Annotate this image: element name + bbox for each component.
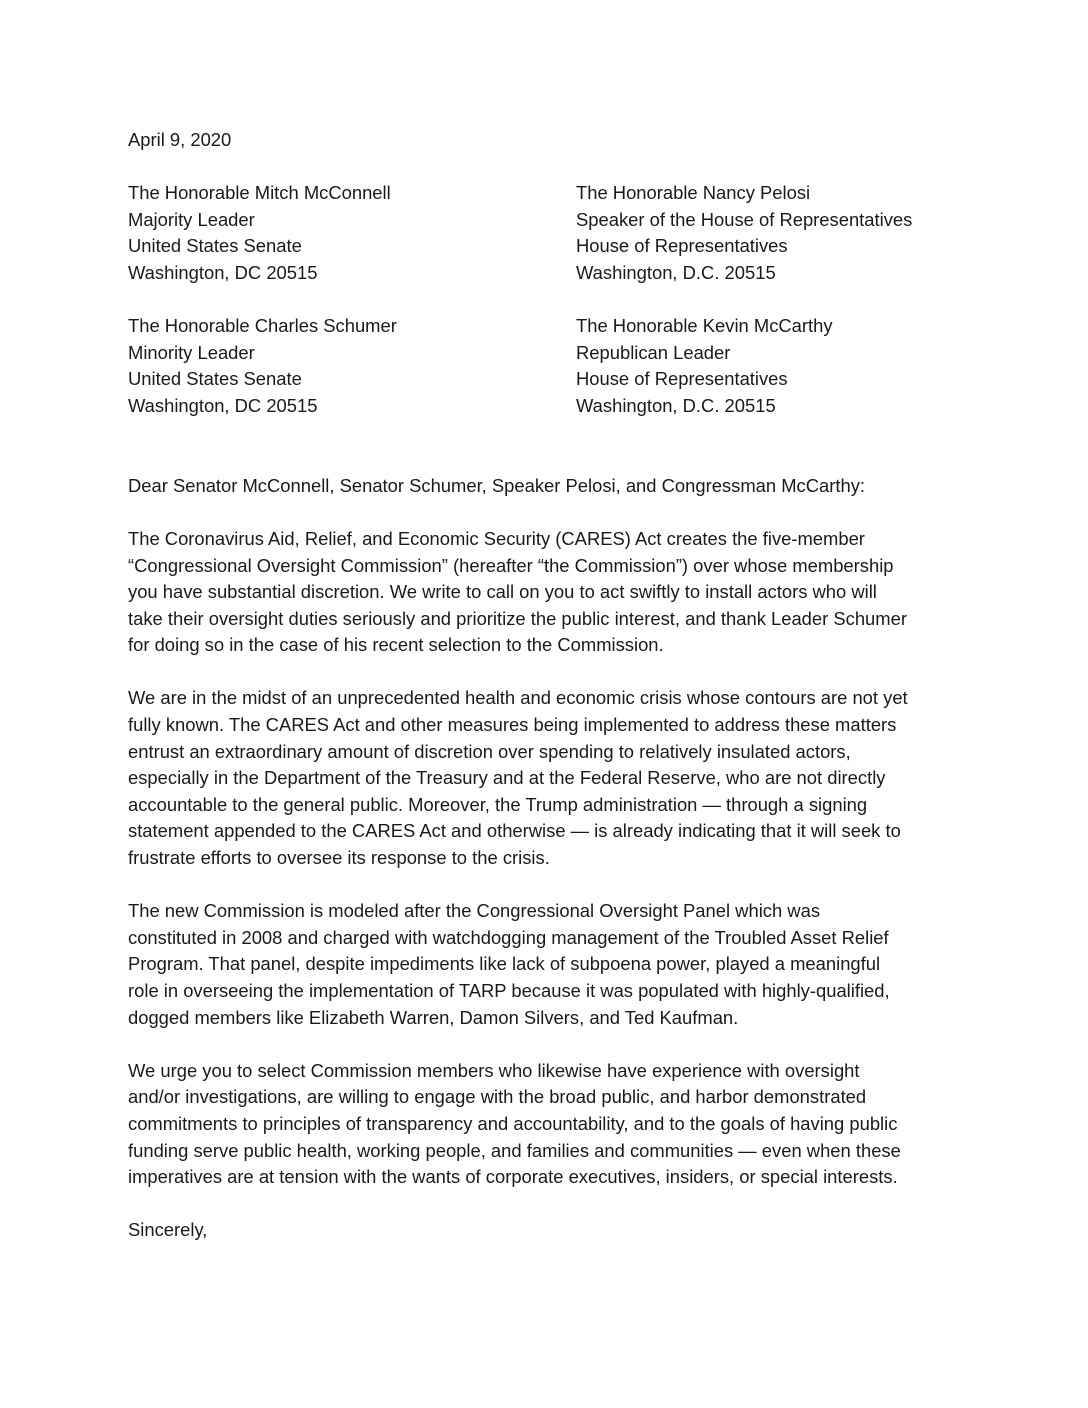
address-line: Washington, DC 20515 bbox=[128, 394, 318, 416]
address-line: The Honorable Mitch McConnell bbox=[128, 182, 391, 204]
paragraph-line: We are in the midst of an unprecedented health and economic crisis whose contours are not yet bbox=[128, 687, 908, 709]
address-line: The Honorable Kevin McCarthy bbox=[576, 315, 833, 337]
paragraph-line: commitments to principles of transparency and accountability, and to the goals of having public bbox=[128, 1112, 898, 1134]
address-line: Washington, D.C. 20515 bbox=[576, 261, 776, 283]
address-line: Speaker of the House of Representatives bbox=[576, 208, 913, 230]
address-line: United States Senate bbox=[128, 235, 302, 257]
address-line: The Honorable Nancy Pelosi bbox=[576, 182, 811, 204]
recipient-address-pelosi bbox=[576, 180, 964, 286]
paragraph-line: statement appended to the CARES Act and otherwise — is already indicating that it will seek to bbox=[128, 820, 901, 842]
letter-salutation: Dear Senator McConnell, Senator Schumer, Speaker Pelosi, and Congressman McCarthy: bbox=[128, 474, 865, 496]
address-line: Washington, D.C. 20515 bbox=[576, 394, 776, 416]
address-line: Minority Leader bbox=[128, 341, 255, 363]
paragraph-line: especially in the Department of the Treasury and at the Federal Reserve, who are not directly bbox=[128, 767, 886, 789]
letter-date: April 9, 2020 bbox=[128, 129, 232, 150]
paragraph-line: entrust an extraordinary amount of discretion over spending to relatively insulated actors, bbox=[128, 740, 851, 762]
letter-closing: Sincerely, bbox=[128, 1219, 208, 1241]
paragraph-line: dogged members like Elizabeth Warren, Damon Silvers, and Ted Kaufman. bbox=[128, 1006, 739, 1028]
recipient-address-schumer bbox=[128, 313, 576, 419]
body-paragraph bbox=[128, 526, 964, 659]
address-line: Majority Leader bbox=[128, 208, 255, 230]
recipient-addresses bbox=[128, 180, 964, 419]
paragraph-line: imperatives are at tension with the wants of corporate executives, insiders, or special interests. bbox=[128, 1166, 898, 1188]
paragraph-line: constituted in 2008 and charged with watchdogging management of the Troubled Asset Relief bbox=[128, 926, 889, 948]
address-line: House of Representatives bbox=[576, 368, 788, 390]
paragraph-line: and/or investigations, are willing to engage with the broad public, and harbor demonstrated bbox=[128, 1086, 867, 1108]
paragraph-line: you have substantial discretion. We write to call on you to act swiftly to install actors who will bbox=[128, 581, 877, 603]
paragraph-line: The Coronavirus Aid, Relief, and Economic Security (CARES) Act creates the five-member bbox=[128, 527, 865, 549]
paragraph-line: take their oversight duties seriously and prioritize the public interest, and thank Leader Schumer bbox=[128, 607, 907, 629]
paragraph-line: for doing so in the case of his recent selection to the Commission. bbox=[128, 634, 664, 656]
recipient-address-mcconnell bbox=[128, 180, 576, 286]
paragraph-line: The new Commission is modeled after the Congressional Oversight Panel which was bbox=[128, 900, 821, 922]
body-paragraph bbox=[128, 685, 964, 871]
address-line: Washington, DC 20515 bbox=[128, 261, 318, 283]
paragraph-line: accountable to the general public. Moreover, the Trump administration — through a signing bbox=[128, 793, 868, 815]
paragraph-line: role in overseeing the implementation of TARP because it was populated with highly-qualified, bbox=[128, 980, 890, 1001]
body-paragraph bbox=[128, 898, 964, 1031]
letter-page bbox=[128, 127, 964, 1244]
body-paragraph bbox=[128, 1058, 964, 1191]
paragraph-line: Program. That panel, despite impediments like lack of subpoena power, played a meaningful bbox=[128, 953, 881, 975]
address-line: United States Senate bbox=[128, 368, 302, 390]
paragraph-line: We urge you to select Commission members who likewise have experience with oversight bbox=[128, 1059, 860, 1081]
paragraph-line: “Congressional Oversight Commission” (hereafter “the Commission”) over whose membership bbox=[128, 554, 894, 576]
address-line: Republican Leader bbox=[576, 341, 731, 363]
recipient-address-mccarthy bbox=[576, 313, 964, 419]
address-line: The Honorable Charles Schumer bbox=[128, 315, 397, 337]
paragraph-line: fully known. The CARES Act and other measures being implemented to address these matters bbox=[128, 714, 897, 736]
paragraph-line: funding serve public health, working people, and families and communities — even when these bbox=[128, 1139, 901, 1161]
paragraph-line: frustrate efforts to oversee its response to the crisis. bbox=[128, 847, 550, 869]
address-line: House of Representatives bbox=[576, 235, 788, 257]
